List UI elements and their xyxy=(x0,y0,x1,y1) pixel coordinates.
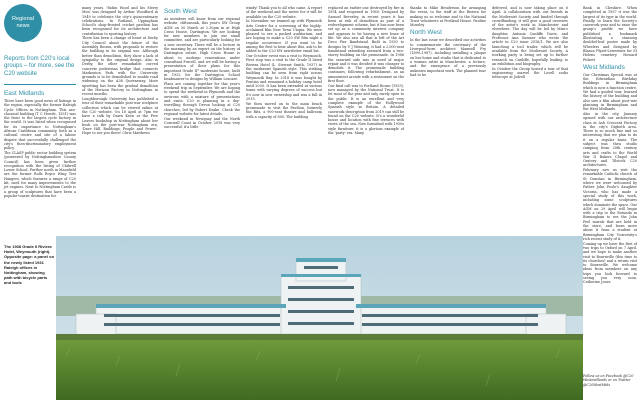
paragraph: Our October event was a visit to Weymouth. First stop was a visit to the Grade II listed Riviera Hotel (L. Stewart Smith, 1937) in the modernist Spanish style. This striking building can be seen from right across Weymouth Bay. In 2018 it was bought by Pontins and remained a holiday camp hotel until 2000. It has been extended at various times with varying degrees of success but it's now in new ownership and was a full in 2015. xyxy=(246,54,322,102)
heading-north-west: North West xyxy=(410,29,442,37)
paragraph: Our weekend in Newquay and the North Cornwall Coast in October 2018 was very successful, if a little xyxy=(164,116,240,130)
column-3 xyxy=(164,6,240,234)
column-8 xyxy=(583,6,637,372)
paragraph: deferred, and is now taking place on 6 April. A collaboration with our friends in the Modernist Society and funded through crowdfunding, it will give a good overview of the artist's work in Manchester and elsewhere. The day will be led by Mira's daughter, Antonia Cunliffe Davis, and Professor Ann Sumner who wrote the article in C20 issue 2016/1. We are also launching a tool trailer, which will be available from the Modernist Society. A working party is being set up to further research on Cunliffe, hopefully leading to an exhibition and biography. xyxy=(492,6,568,66)
heading-south-west: South West xyxy=(164,8,197,15)
paragraph: replaced an earlier one destroyed by fire in 1954 and reopened in 1960. Designed by Samuel Beverley, in recent years it has been at risk of demolition as part of a redevelopment scheme, but it has now been set up as a community interest company and appears to be having a new lease of life. We also saw all that is left of the Art Deco Pier Bandstand. Built in 1939 to designs by V J Wenning, it had a 2,000-seat bandstand extending seaward from a two-storey building on the promenade. In 1986 the seaward side was in need of major repair and it was decided it was cheaper to demolish it. The promenade building continues, following refurbishment, as an amusement arcade with a restaurant on the first floor. xyxy=(328,6,404,84)
paragraph: Loughborough University has published a tour of their remarkable post-war sculpture collection which can be viewed online at the C20 website. On 18 April at 7pm we have a talk by Dawn Keen at the Five Leaves bookshop in Nottingham about her book on the post-war Nottingham era, 'Dave Hill, Buildings, People and Power'. Hope to see you there! Chris Matthews xyxy=(82,97,158,136)
intro-divider xyxy=(4,84,76,85)
paragraph: The CLASP public sector building system (pioneered by Nottinghamshire County Council) has been given further recognition with the listing of Chilwell Lower School. Further north in Mansfield are the former Rolls Royce Wing Test Hangers, which features a range of C20 kit, used for many improvements to the jet engines. Next to Nottingham Castle is a group of sculptures that have been a popular tourist destination for xyxy=(4,150,76,198)
column-5 xyxy=(328,6,404,234)
social-footer: Follow us on Facebook @C20 Westmidlands or on Twitter @C20WestMids xyxy=(583,374,634,387)
column-4 xyxy=(246,6,322,234)
paragraph: many years. 'Robin Hood and his Merry Men' was designed by Arthur Woodford in 1949 to celebrate the city's quincentenary celebrations. In Rutland, Uppingham School's shop-fronted cricket pavilion has been recognised for its architecture and contribution to sporting history. xyxy=(82,6,158,36)
photo-caption: The 1938 Grade II Riviera Hotel, Weymouth (right). Opposite page: a panel on the newly listed 1931 Raleigh offices in Nottingham, showing path with bicycle parts and tools xyxy=(4,244,55,286)
hotel-illustration xyxy=(56,236,583,400)
paragraph: In November we teamed up with Plymouth Arts Centre for a screening of the highly-acclaimed film New Town Utopia. We were pleased to see a packed auditorium, and are hoping to make a C20 SW film night a regular occurrence. If you want to be among the first to hear about this, ask to be added to the C20 SW newsletter email list. xyxy=(246,19,322,54)
paragraph: Also in the city, January opened with our architecture class at Ash Crescent Factory in the city's Digbeth area. There is so much fine and so interesting that we plan to do it on a regular basis. The subject was then studio camping from 20th century arts and crafts to the World War II Bakers Chapel and Oratory and Tilstock C20 architectures. xyxy=(583,111,637,168)
column-2 xyxy=(82,6,158,234)
paragraph: February saw us visit the remarkable Catholic church of St Dunstan in Birmingham, where we were welcomed by Father John Poole's daughter Victoria, who has made a special study of this work, including some sculptures which dominate the space. Our AGM on 29 April will begin with a trip to the Rotunda in Birmingham to see the John Peel murals that are held in the store, and learn more about it from a student at Birmingham City University's rich recent study of it. xyxy=(583,168,637,241)
regional-news-badge xyxy=(4,4,42,42)
paragraph: thanks to Mike Henderson for arranging the event, to the staff at the Riviera for making us so welcome and to the National Trust volunteers at Portland House. Pauline Moseley xyxy=(410,6,486,28)
paragraph: There have been good news of listings in the region, especially the former Raleigh Cycle Offices in Nottingham. This neo-classical building (T C Howitt, 1931) was the front to the largest cycle factory in the world. It was listed when recognised for its importance to Nottingham's African Caribbean community, both as a cultural centre and site of a labour dispute that successfully challenged the city's then-discriminatory employment policy. xyxy=(4,99,76,151)
grass xyxy=(56,340,583,400)
riviera-hotel-photo xyxy=(56,236,583,400)
heading-east-midlands: East Midlands xyxy=(4,90,45,97)
paragraph: Plans are coming together for this year's weekend trip in September. We are hoping to spend the weekend in Plymouth and the environs with a mixture of presentations and visits. C20 is planning in a day-travelling through Devon looking at C20 churches, led by Robert Drake. Check the regional website for latest details. xyxy=(164,81,240,116)
paragraph: In the last issue we described our activities to commemorate the centenary of the Liverpool-born architect Maxwell Fry (1899–1987), including installing a plaque on her home and studio that is dedicated to a woman artist in Manchester, a lecture, and the emergence of a previously unknown important work. The planned tour had to be xyxy=(410,38,486,77)
section-intro: Reports from C20's local groups – for more, see the C20 website xyxy=(4,56,75,77)
heading-west-midlands: West Midlands xyxy=(583,63,625,71)
column-6 xyxy=(410,6,486,234)
badge-line-2: news xyxy=(16,23,30,29)
paragraph: windy! Thank you to all who came. A report of the weekend and the meter for it will be available on the C20 website. xyxy=(246,6,322,19)
paragraph: Our final call was to Portland House (1935), now managed by the National Trust. It is let most of the year and only rarely open to the public. It is an excellent and very complete example of the Hollywood Spanish style in Britain. A detailed casework description from 2019 can still be found on the C20 website. It's a wonderful house and location with fine terraces with views of the sea. Now furnished with 1930s style furniture, it is a glorious example of the 'party' era. Many xyxy=(328,83,404,135)
paragraph: In October the Group hosted a tour of that engineering marvel the Lovell radio telescope at Jodrell xyxy=(492,66,568,80)
badge-line-1: Regional xyxy=(11,16,35,22)
paragraph: As members will know from our regional website, cliftonsoak, this year's SW Group AGM on 30 March at 2.30pm in at High Cross House, Dartington. We are looking for new members to join our small committee, and are particularly looking for a new secretary. There will be a lecture in the morning by an expert on the history of Dartington estate. High Cross House is about to undergo renovations under consultant Purcell, and we will be having a presentation of their plans for this important Grade II* modernist house, built in 1932 for the Dartington School headmaster to designs by William Lescaze. xyxy=(164,17,240,82)
column-1 xyxy=(4,88,76,199)
paragraph: Our Christmas Special was at the Edwardian Birthday Buildings in Birmingham which is now a function centre. We had a guided tour, learned the history of the building and also saw a film about post-war planning in Birmingham and the West Midlands. xyxy=(583,72,637,112)
column-7 xyxy=(492,6,568,234)
paragraph: Bank in Cheshire. When completed in 1957 it was the largest of its type in the world. Finally, to learn the Society's casework year and to raise the group's profile we have published a bookmark illustrating a stunning doubled-leaf poster made by Wheelers and designed by Blanca Plyatt-Lewerentz for St Helens cemetery. Howard Pickett xyxy=(583,6,637,62)
paragraph: Coming up we have the first of two trips to Oxford on 7 April, and we hope to make another visit to Bournville (this time to its churches) and a return visit to Bournville. We welcome ideas from members on any trips you look forward to seeing you very soon. Catherine Jones xyxy=(583,241,637,285)
paragraph: There has been a change of heart at Derby City Council about the future of the Assembly Rooms, with proposals to restore the building to its original use. Although better than demolition, they show a lack of sympathy to the original design. Also in Derby, the other remarkable curved concrete pedestrian bridge that connects Markeaton Park with the University grounds is to be demolished to enable road widening on the A38 Queensway. More upsetting has been the gradual demolition of the Horizon Factory in Nottingham in recent months. xyxy=(82,36,158,97)
paragraph: We then moved on to the main beach promenade to visit the Pavilion, formerly the Ritz, a 900-seat theatre and ballroom with a capacity of 800. The building xyxy=(246,101,322,119)
